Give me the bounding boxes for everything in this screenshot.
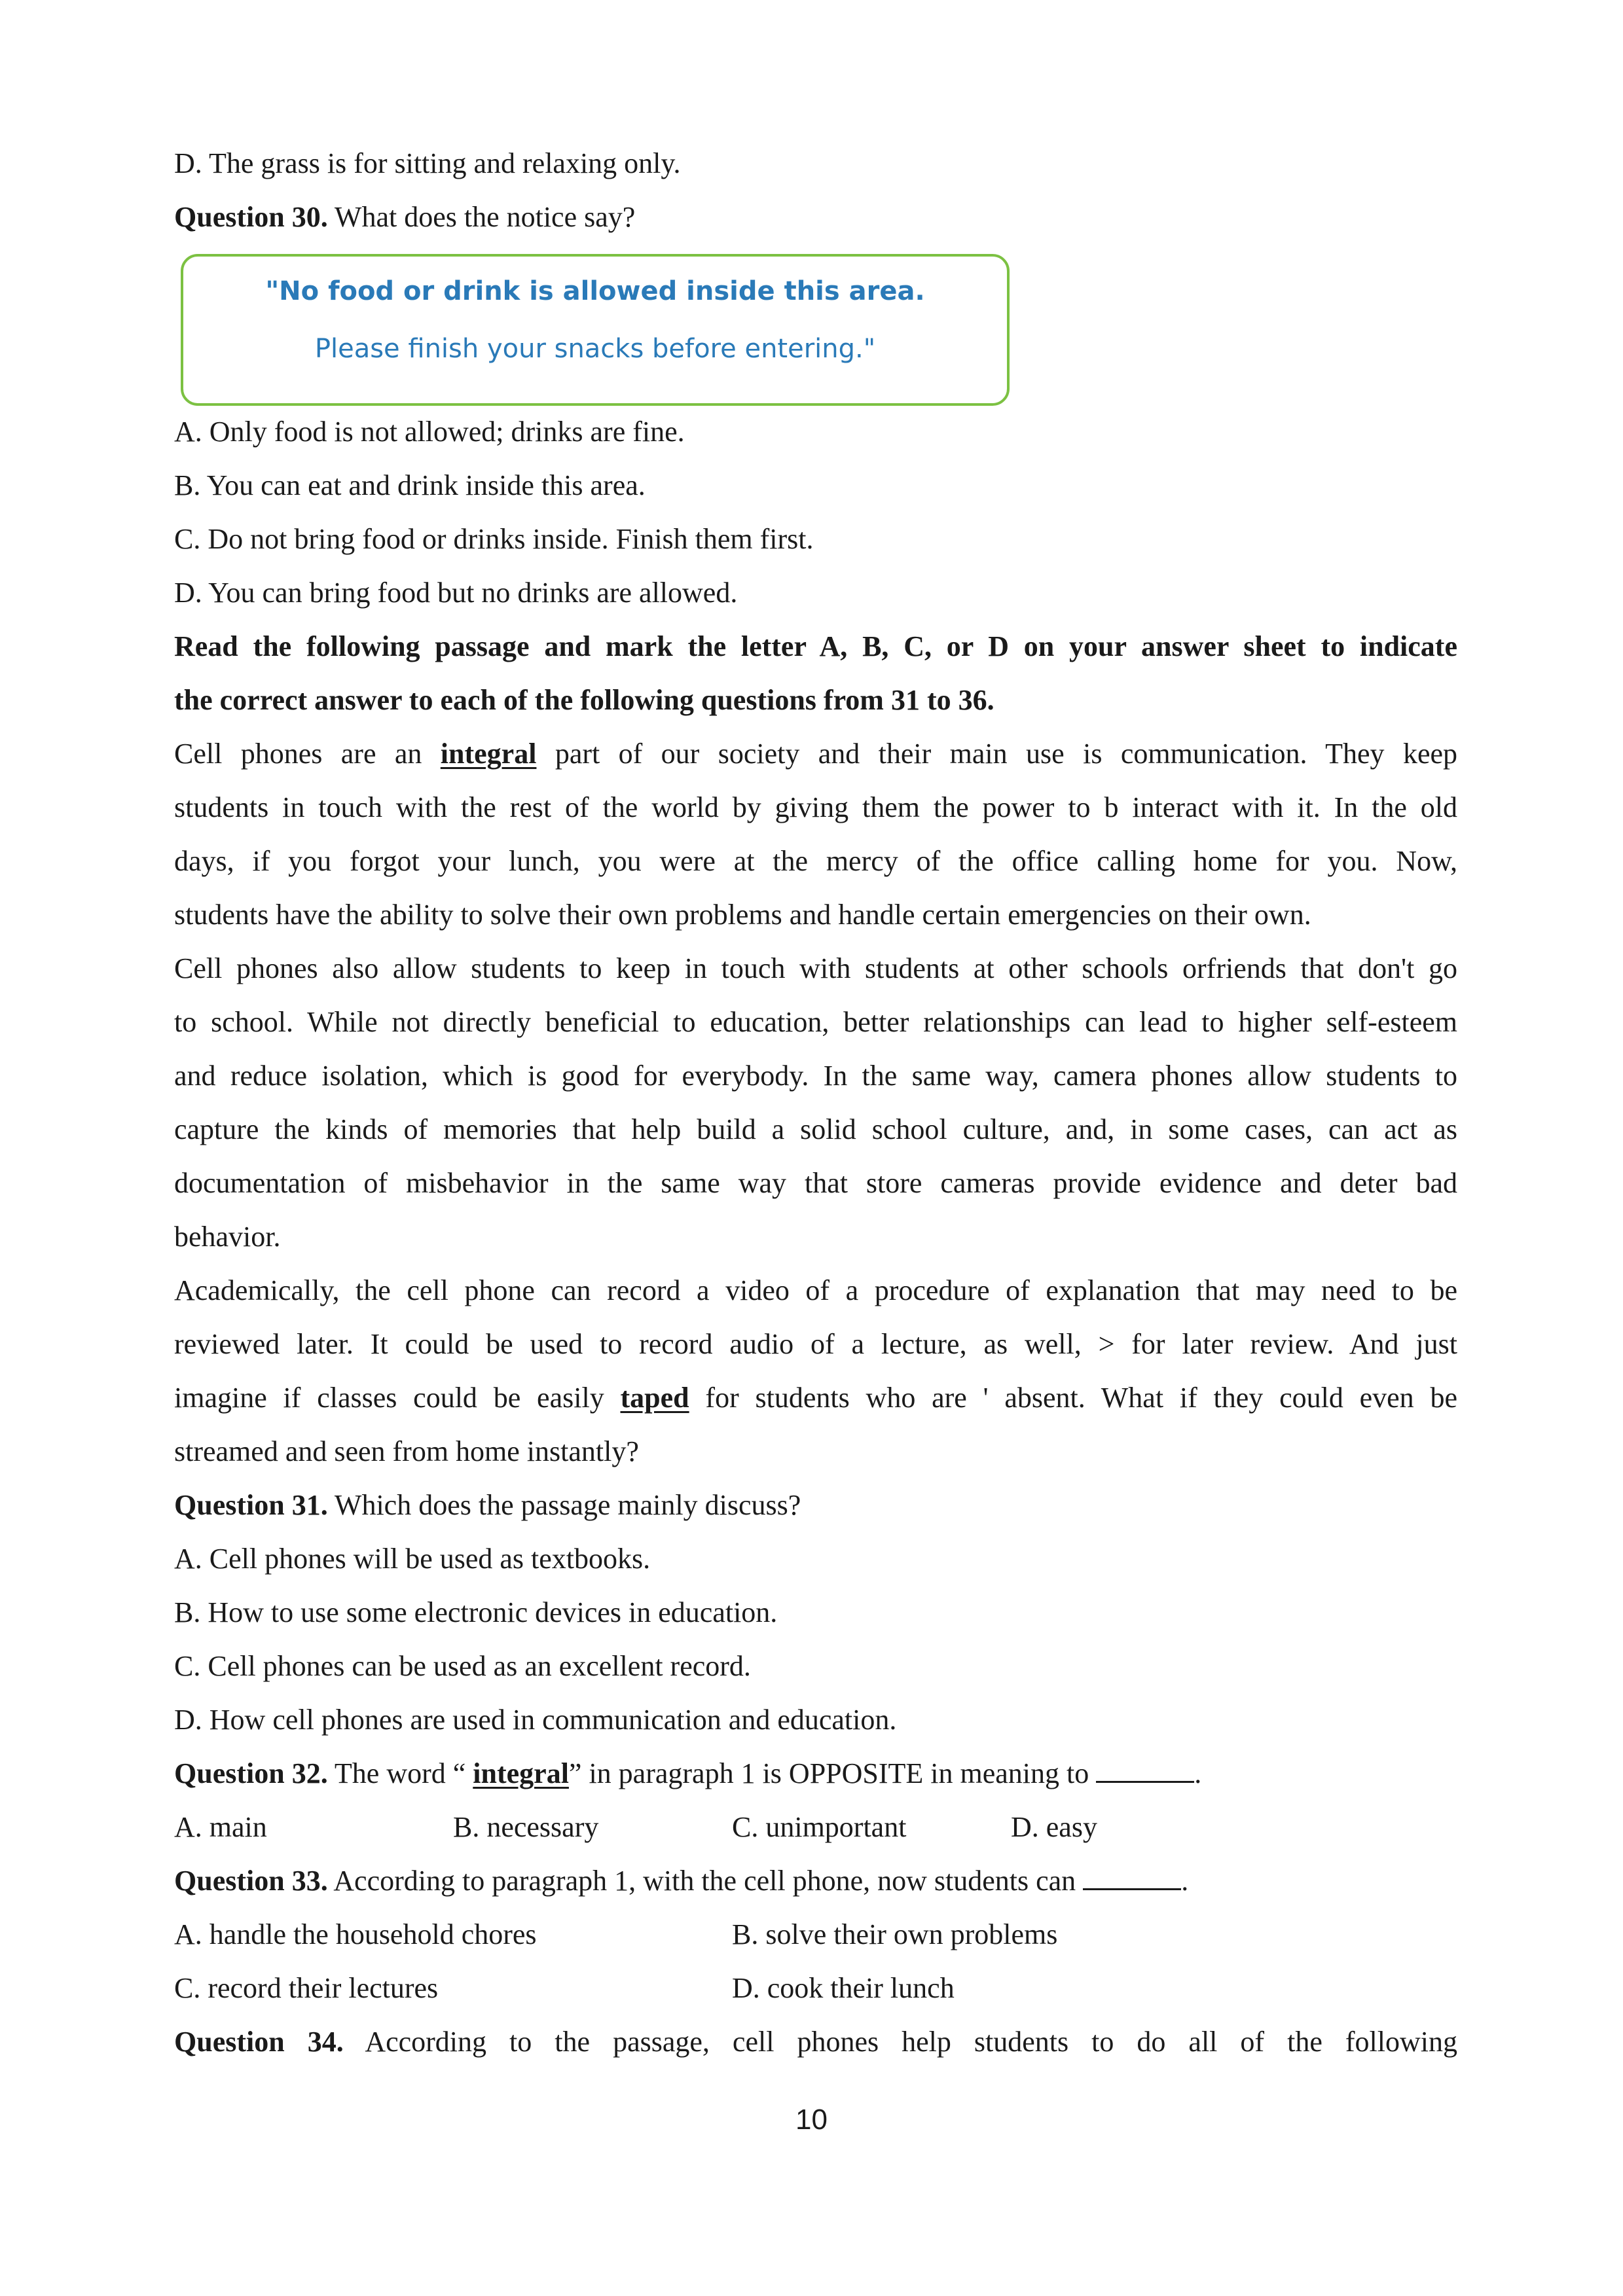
passage-text: imagine if classes could be easily <box>174 1382 621 1414</box>
q32-option-c[interactable]: C. unimportant <box>732 1811 907 1843</box>
q31-option-b[interactable]: B. How to use some electronic devices in education. <box>174 1596 778 1628</box>
question-32-label: Question 32. <box>174 1757 328 1789</box>
passage-p2-line-1: Cell phones also allow students to keep in touch with students at other schools orfriends that don't go <box>174 952 1457 984</box>
notice-line-2: Please finish your snacks before entering." <box>314 334 876 364</box>
q30-option-b[interactable]: B. You can eat and drink inside this area. <box>174 469 646 501</box>
passage-text: for students who are ' absent. What if they could even be <box>689 1382 1457 1414</box>
passage-p2-line-5: documentation of misbehavior in the same way that store cameras provide evidence and deter bad <box>174 1167 1457 1199</box>
q30-option-d[interactable]: D. You can bring food but no drinks are allowed. <box>174 577 738 609</box>
passage-p3-line-3 <box>174 1380 1457 1416</box>
q31-option-d[interactable]: D. How cell phones are used in communication and education. <box>174 1704 897 1736</box>
highlight-taped: taped <box>620 1382 689 1414</box>
q32-option-a[interactable]: A. main <box>174 1811 267 1843</box>
passage-p2-line-4: capture the kinds of memories that help build a solid school culture, and, in some cases, can act as <box>174 1113 1457 1145</box>
question-34-label: Question 34. <box>174 2026 344 2058</box>
question-32-end: . <box>1194 1757 1202 1789</box>
instruction-line-1: Read the following passage and mark the letter A, B, C, or D on your answer sheet to indicate <box>174 630 1457 662</box>
q33-option-b[interactable]: B. solve their own problems <box>732 1918 1058 1950</box>
q30-option-a[interactable]: A. Only food is not allowed; drinks are fine. <box>174 416 685 448</box>
answer-blank <box>1096 1756 1194 1783</box>
passage-text: Cell phones are an <box>174 738 441 770</box>
question-33-text: According to paragraph 1, with the cell phone, now students can <box>327 1865 1084 1897</box>
question-32-text: The word “ <box>327 1757 473 1789</box>
q32-option-d[interactable]: D. easy <box>1011 1811 1097 1843</box>
q32-option-b[interactable]: B. necessary <box>453 1811 599 1843</box>
q33-option-a[interactable]: A. handle the household chores <box>174 1918 537 1950</box>
notice-box <box>181 254 1010 406</box>
passage-p1-line-1 <box>174 736 1457 772</box>
q31-option-a[interactable]: A. Cell phones will be used as textbooks. <box>174 1543 651 1575</box>
q33-option-c[interactable]: C. record their lectures <box>174 1972 439 2004</box>
question-30 <box>174 199 1457 236</box>
question-30-text: What does the notice say? <box>327 201 636 233</box>
passage-p3-line-2: reviewed later. It could be used to record audio of a lecture, as well, > for later review. And just <box>174 1328 1457 1360</box>
question-32-word: integral <box>473 1757 569 1789</box>
passage-p1-line-4: students have the ability to solve their own problems and handle certain emergencies on their own. <box>174 899 1311 931</box>
passage-p2-line-6: behavior. <box>174 1221 281 1253</box>
passage-p1-line-3: days, if you forgot your lunch, you were at the mercy of the office calling home for you. Now, <box>174 845 1457 877</box>
question-30-label: Question 30. <box>174 201 328 233</box>
question-33 <box>174 1863 1457 1899</box>
passage-p2-line-3: and reduce isolation, which is good for everybody. In the same way, camera phones allow students to <box>174 1060 1457 1092</box>
q30-option-c[interactable]: C. Do not bring food or drinks inside. Finish them first. <box>174 523 814 555</box>
question-33-label: Question 33. <box>174 1865 328 1897</box>
question-32-text: ” in paragraph 1 is OPPOSITE in meaning to <box>568 1757 1097 1789</box>
answer-blank <box>1083 1863 1181 1890</box>
passage-p1-line-2: students in touch with the rest of the world by giving them the power to b interact with it. In the old <box>174 791 1457 823</box>
passage-p2-line-2: to school. While not directly beneficial to education, better relationships can lead to higher self-esteem <box>174 1006 1457 1038</box>
question-31-label: Question 31. <box>174 1489 328 1521</box>
question-31-text: Which does the passage mainly discuss? <box>327 1489 801 1521</box>
instruction-line-2: the correct answer to each of the following questions from 31 to 36. <box>174 684 994 716</box>
previous-option-d: D. The grass is for sitting and relaxing only. <box>174 147 681 179</box>
page-number: 10 <box>795 2104 828 2136</box>
notice-line-1: "No food or drink is allowed inside this area. <box>265 276 925 306</box>
question-31 <box>174 1487 1457 1524</box>
passage-p3-line-1: Academically, the cell phone can record a video of a procedure of explanation that may need to be <box>174 1274 1457 1306</box>
highlight-integral: integral <box>440 738 537 770</box>
q33-option-d[interactable]: D. cook their lunch <box>732 1972 955 2004</box>
question-33-end: . <box>1181 1865 1189 1897</box>
passage-text: part of our society and their main use is communication. They keep <box>536 738 1457 770</box>
question-34 <box>174 2024 1457 2060</box>
question-34-text: According to the passage, cell phones help students to do all of the following <box>343 2026 1457 2058</box>
passage-p3-line-4: streamed and seen from home instantly? <box>174 1435 639 1467</box>
q31-option-c[interactable]: C. Cell phones can be used as an excellent record. <box>174 1650 751 1682</box>
question-32 <box>174 1755 1457 1792</box>
